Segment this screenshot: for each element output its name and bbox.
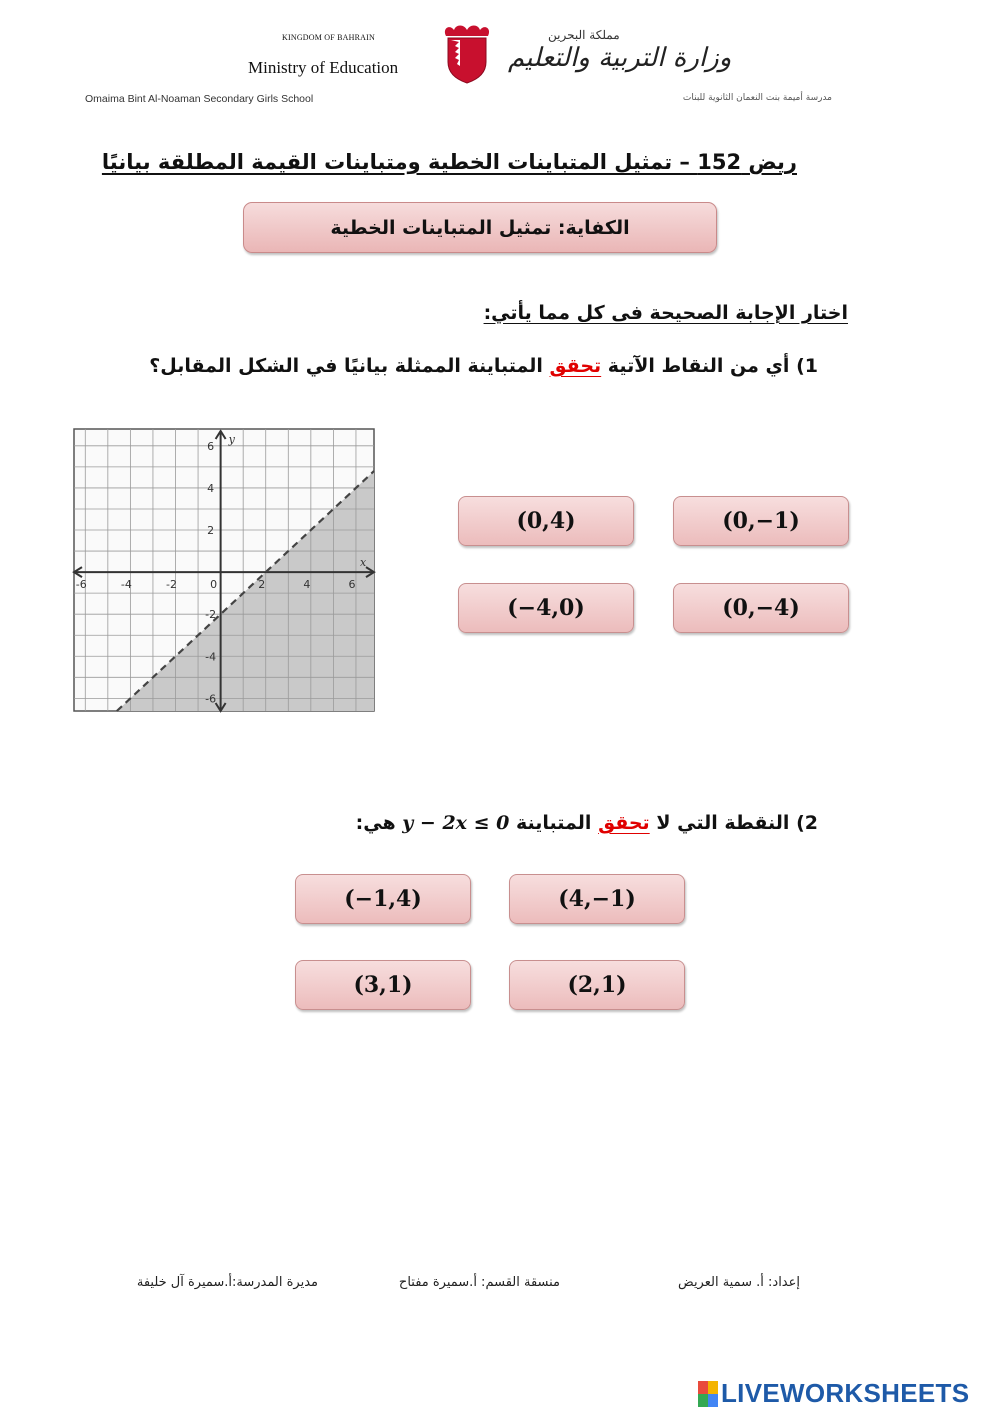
ministry-label: Ministry of Education <box>248 58 399 77</box>
competency-box <box>243 202 717 253</box>
footer-principal: مديرة المدرسة:أ.سميرة آل خليفة <box>136 1275 318 1290</box>
bahrain-emblem-icon <box>440 22 494 84</box>
y-tick-label: 6 <box>207 439 215 453</box>
y-axis-label: y <box>228 433 235 446</box>
y-tick-label: 2 <box>207 524 215 538</box>
q2-option-button[interactable]: (4,−1) <box>509 874 685 924</box>
x-tick-label: 2 <box>258 578 266 592</box>
x-tick-label: 0 <box>210 578 218 592</box>
question-2-after: هي: <box>355 812 396 834</box>
q1-option-button[interactable]: (−4,0) <box>458 583 634 633</box>
question-1 <box>149 355 818 377</box>
y-tick-label: -6 <box>205 692 217 706</box>
liveworksheets-badge-icon <box>698 1381 718 1407</box>
school-name-ar: مدرسة أميمة بنت النعمان الثانوية للبنات <box>682 93 832 103</box>
question-1-highlight: تحقق <box>549 355 602 377</box>
ministry-label-ar: وزارة التربية والتعليم <box>508 43 732 73</box>
question-2-before: النقطة التي لا <box>656 812 790 834</box>
question-2 <box>356 812 818 834</box>
question-2-mid: المتباينة <box>515 812 592 834</box>
footer-prepared-by: إعداد: أ. سمية العريض <box>678 1275 800 1290</box>
q2-option-button[interactable]: (−1,4) <box>295 874 471 924</box>
x-tick-label: 6 <box>348 578 356 592</box>
y-tick-label: -2 <box>205 608 217 622</box>
kingdom-label: KINGDOM OF BAHRAIN <box>282 33 375 42</box>
question-2-inequality: y − 2x ≤ 0 <box>402 812 510 834</box>
footer-coordinator: منسقة القسم: أ.سميرة مفتاح <box>398 1275 560 1290</box>
question-1-number: 1) <box>796 355 818 377</box>
question-2-highlight: تحقق <box>598 812 650 834</box>
instruction-text: اختار الإجابة الصحيحة فى كل مما يأتي: <box>483 302 848 324</box>
liveworksheets-text: LIVEWORKSHEETS <box>721 1378 970 1408</box>
page-title: ريض 152 – تمثيل المتباينات الخطية ومتباينات القيمة المطلقة بيانيًا <box>101 150 797 174</box>
q1-option-button[interactable]: (0,4) <box>458 496 634 546</box>
x-tick-label: -2 <box>166 578 177 592</box>
liveworksheets-logo[interactable] <box>698 1378 969 1409</box>
school-name-en: Omaima Bint Al-Noaman Secondary Girls School <box>85 93 314 105</box>
question-1-before: أي من النقاط الآتية <box>607 355 790 377</box>
question-1-after: المتباينة الممثلة بيانيًا في الشكل المقابل؟ <box>149 355 543 377</box>
q2-option-button[interactable]: (2,1) <box>509 960 685 1010</box>
x-axis-label: x <box>360 556 367 570</box>
inequality-graph <box>62 425 392 715</box>
x-tick-label: 4 <box>303 578 311 592</box>
y-tick-label: 4 <box>207 481 215 495</box>
competency-label: الكفاية: تمثيل المتباينات الخطية <box>330 216 630 239</box>
y-tick-label: -4 <box>205 650 217 664</box>
q1-option-button[interactable]: (0,−1) <box>673 496 849 546</box>
x-tick-label: -6 <box>75 578 87 592</box>
x-tick-label: -4 <box>120 578 132 592</box>
q2-option-button[interactable]: (3,1) <box>295 960 471 1010</box>
q1-option-button[interactable]: (0,−4) <box>673 583 849 633</box>
kingdom-label-ar: مملكة البحرين <box>548 28 620 42</box>
question-2-number: 2) <box>796 812 818 834</box>
